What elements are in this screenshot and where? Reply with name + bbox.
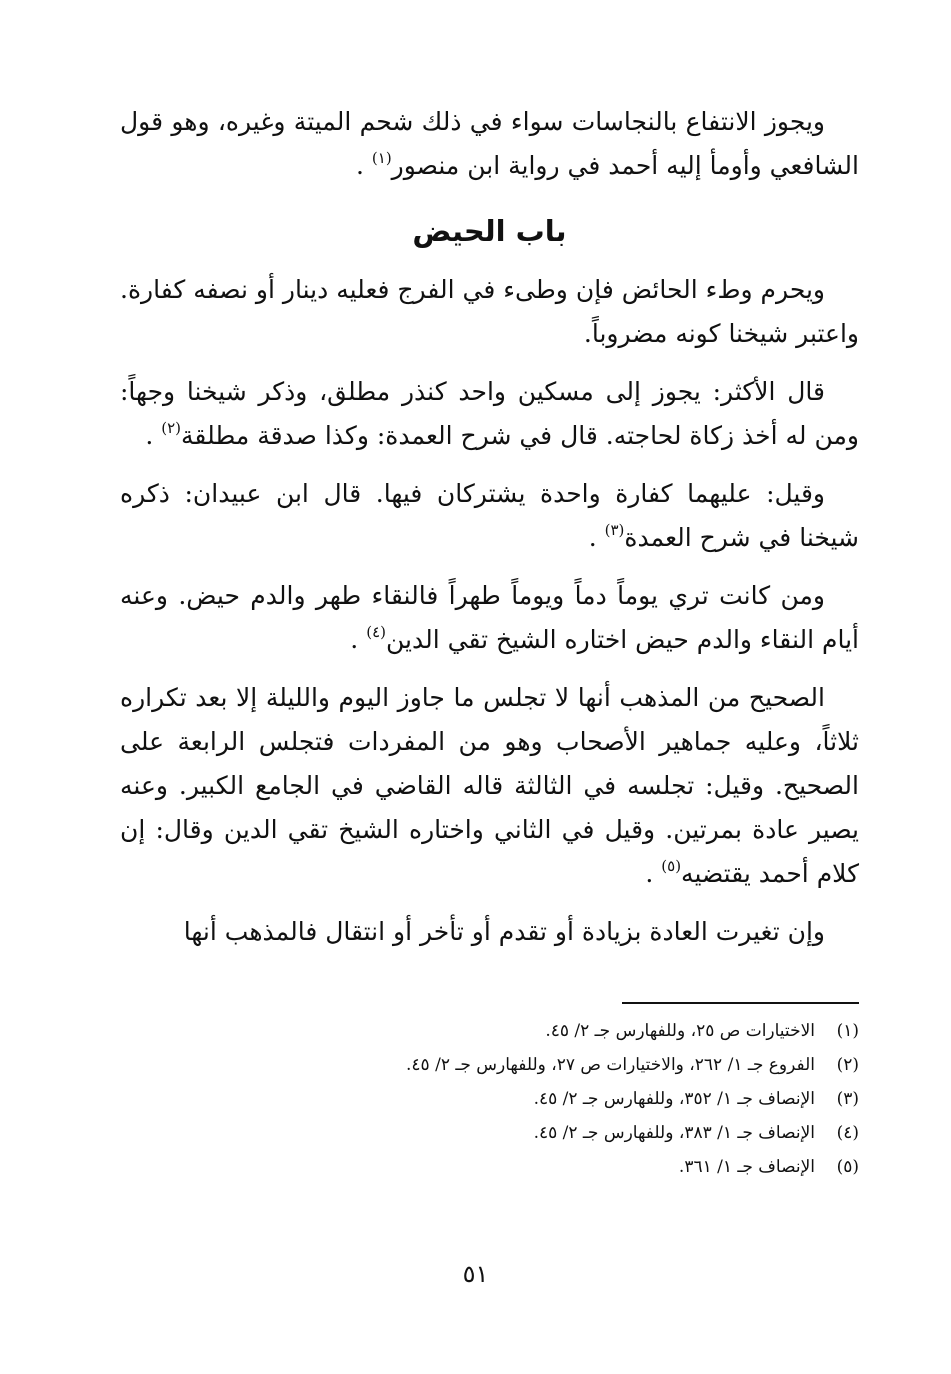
section-heading: باب الحيض [412, 214, 567, 248]
footnote-item [120, 1150, 859, 1184]
footnote-text: الإنصاف جـ ١/ ٣٨٣، وللفهارس جـ ٢/ ٤٥. [533, 1123, 815, 1143]
period: . [145, 421, 154, 450]
page-number: ٥١ [462, 1260, 489, 1288]
paragraph-wat [120, 268, 859, 356]
paragraph-text: وقيل: عليهما كفارة واحدة يشتركان فيها. قال ابن عبيدان: ذكره شيخنا في شرح العمدة [120, 479, 859, 552]
period: . [355, 151, 364, 180]
footnote-number: (١) [836, 1021, 859, 1041]
footnote-item [120, 1082, 859, 1116]
footnotes [120, 1014, 859, 1184]
footnote-number: (٢) [836, 1055, 859, 1075]
period: . [350, 625, 359, 654]
footnote-number: (٣) [836, 1089, 859, 1109]
footnote-text: الاختيارات ص ٢٥، وللفهارس جـ ٢/ ٤٥. [545, 1021, 815, 1041]
footnote-text: الإنصاف جـ ١/ ٣٦١. [678, 1157, 815, 1177]
footnote-divider [622, 1002, 859, 1004]
paragraph-text: قال الأكثر: يجوز إلى مسكين واحد كنذر مطلق، وذكر شيخنا وجهاً: ومن له أخذ زكاة لحاجته. قال في شرح العمدة: وكذا صدقة مطلقة [120, 377, 859, 450]
paragraph-text: الصحيح من المذهب أنها لا تجلس ما جاوز اليوم والليلة إلا بعد تكراره ثلاثاً، وعليه جماهير الأصحاب وهو من المفردات فتجلس الرابعة على الصحيح. وقيل: تجلسه في الثالثة قاله القاضي في الجامع الكبير. وعنه يصير عادة بمرتين. وقيل في الثاني واختاره الشيخ تقي الدين وقال: إن كلام أحمد يقتضيه [120, 683, 859, 888]
paragraph-text: ويحرم وطء الحائض فإن وطىء في الفرج فعليه دينار أو نصفه كفارة. واعتبر شيخنا كونه مضروباً. [120, 275, 859, 348]
footnote-number: (٥) [836, 1157, 859, 1177]
footnote-item [120, 1116, 859, 1150]
paragraph-text: ومن كانت تري يوماً دماً ويوماً طهراً فالنقاء طهر والدم حيض. وعنه أيام النقاء والدم حيض اختاره الشيخ تقي الدين [120, 581, 859, 654]
paragraph-naqa [120, 574, 859, 662]
footnote-ref: (٣) [604, 521, 625, 539]
footnote-text: الفروع جـ ١/ ٢٦٢، والاختيارات ص ٢٧، وللفهارس جـ ٢/ ٤٥. [406, 1055, 815, 1075]
footnote-item [120, 1048, 859, 1082]
footnote-number: (٤) [836, 1123, 859, 1143]
period: . [588, 523, 597, 552]
footnote-ref: (٢) [161, 419, 182, 437]
paragraph-akthar [120, 370, 859, 458]
period: . [645, 859, 654, 888]
paragraph-adah [120, 910, 859, 954]
footnote-ref: (٤) [366, 623, 386, 641]
footnote-ref: (١) [371, 149, 392, 167]
paragraph-sahih [120, 676, 859, 896]
paragraph-text: ويجوز الانتفاع بالنجاسات سواء في ذلك شحم الميتة وغيره، وهو قول الشافعي وأومأ إليه أحمد في رواية ابن منصور [120, 107, 859, 180]
paragraph-najasat [120, 100, 859, 188]
footnote-text: الإنصاف جـ ١/ ٣٥٢، وللفهارس جـ ٢/ ٤٥. [533, 1089, 815, 1109]
footnote-ref: (٥) [661, 857, 682, 875]
footnote-item [120, 1014, 859, 1048]
paragraph-text: وإن تغيرت العادة بزيادة أو تقدم أو تأخر أو انتقال فالمذهب أنها [183, 917, 825, 946]
paragraph-kaffara [120, 472, 859, 560]
